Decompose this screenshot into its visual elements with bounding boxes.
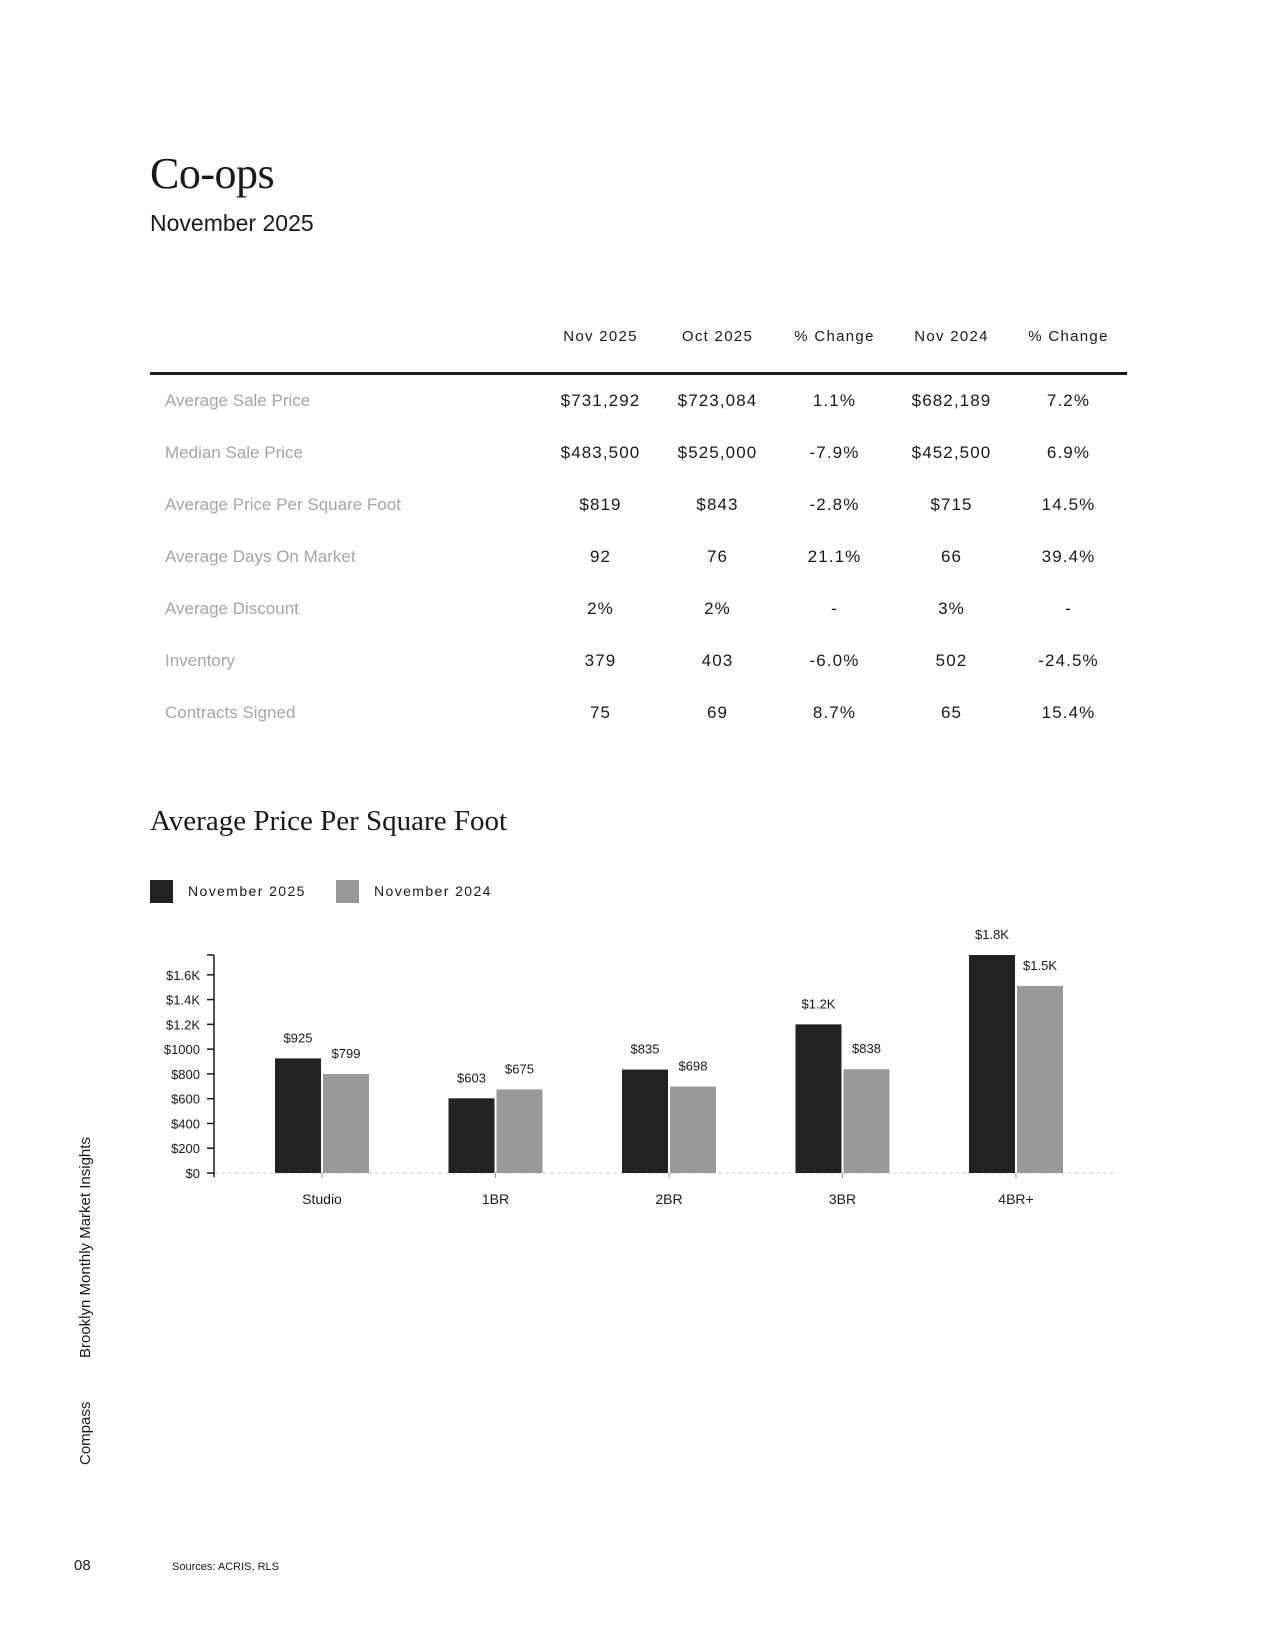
table-cell: 75 [589,703,612,722]
x-tick-label: 4BR+ [998,1191,1034,1207]
table-cell: -7.9% [809,443,860,462]
side-brand: Compass [77,1401,94,1465]
table-header-cell: Oct 2025 [659,318,776,374]
table-cell: 76 [706,547,729,566]
table-cell: 39.4% [1041,547,1096,566]
table-header-cell: % Change [1010,318,1127,374]
table-cell: $715 [930,495,973,514]
bar-value-label: $675 [505,1061,534,1077]
y-tick-label: $600 [171,1091,200,1107]
bar-value-label: $925 [283,1030,313,1046]
bar-value-label: $1.8K [975,927,1009,942]
legend-label: November 2024 [374,883,492,899]
table-cell: 69 [706,703,729,722]
table-cell: $483,500 [560,443,641,462]
bar-value-label: $799 [331,1046,361,1062]
bar-nov-2024 [1017,986,1063,1173]
table-cell: -2.8% [809,495,860,514]
row-label: Inventory [165,651,235,670]
x-tick-label: 2BR [655,1191,683,1207]
y-tick-label: $1.4K [166,992,200,1008]
row-label: Average Price Per Square Foot [165,495,401,514]
bar-value-label: $698 [678,1058,708,1074]
table-cell: $682,189 [911,391,992,410]
table-cell: 3% [938,599,965,618]
y-tick-label: $1.6K [166,967,200,983]
table-cell: - [831,599,838,618]
x-tick-label: 1BR [481,1191,510,1207]
bar-value-label: $603 [457,1070,486,1086]
table-cell: $525,000 [677,443,758,462]
bar-nov-2025 [796,1024,842,1173]
bar-nov-2024 [497,1089,543,1173]
table-cell: 92 [589,547,612,566]
x-tick-label: Studio [302,1191,342,1207]
side-publication: Brooklyn Monthly Market Insights [77,1137,94,1358]
table-cell: 502 [935,651,968,670]
table-cell: 15.4% [1041,703,1096,722]
table-cell: -24.5% [1038,651,1099,670]
table-cell: $723,084 [677,391,758,410]
table-cell: 14.5% [1041,495,1096,514]
row-label: Average Sale Price [165,391,311,410]
row-label: Median Sale Price [165,443,303,462]
table-cell: -6.0% [809,651,860,670]
row-label: Average Days On Market [165,547,356,566]
table-cell: 1.1% [812,391,857,410]
table-header-cell: % Change [776,318,893,374]
x-tick-label: 3BR [828,1191,857,1207]
table-header-cell: Nov 2025 [542,318,659,374]
page-title: Co-ops [150,149,275,198]
table-cell: $731,292 [560,391,641,410]
bar-value-label: $1.2K [801,996,836,1012]
row-label: Contracts Signed [165,703,296,722]
table-cell: 379 [584,651,617,670]
bar-nov-2025 [449,1098,495,1173]
y-tick-label: $1.2K [166,1017,200,1033]
bar-value-label: $835 [630,1041,660,1057]
table-cell: 66 [940,547,963,566]
bar-nov-2025 [275,1058,321,1173]
legend-label: November 2025 [188,883,306,899]
table-cell: 21.1% [807,547,862,566]
table-cell: 403 [701,651,734,670]
table-header-cell: Nov 2024 [893,318,1010,374]
chart-title: Average Price Per Square Foot [150,805,508,837]
table-cell: $452,500 [911,443,992,462]
table-cell: 8.7% [812,703,857,722]
bar-nov-2025 [622,1070,668,1173]
y-tick-label: $0 [185,1166,200,1181]
bar-value-label: $838 [852,1041,881,1057]
page-subtitle: November 2025 [150,210,314,236]
y-tick-label: $200 [171,1141,200,1157]
table-cell: 2% [704,599,731,618]
table-cell: 65 [940,703,963,722]
row-label: Average Discount [165,599,299,618]
y-tick-label: $1000 [163,1042,200,1058]
bar-value-label: $1.5K [1023,957,1057,973]
table-cell: 6.9% [1046,443,1091,462]
page-number: 08 [74,1557,91,1574]
table-cell: 7.2% [1046,391,1091,410]
y-tick-label: $400 [171,1116,200,1132]
sources-note: Sources: ACRIS, RLS [172,1561,279,1573]
table-cell: - [1065,599,1072,618]
table-cell: $819 [579,495,622,514]
bar-nov-2025 [969,955,1015,1173]
table-cell: $843 [696,495,739,514]
bar-nov-2024 [323,1074,369,1173]
bar-nov-2024 [670,1087,716,1173]
table-cell: 2% [587,599,614,618]
y-tick-label: $800 [171,1066,200,1082]
bar-nov-2024 [844,1069,890,1173]
